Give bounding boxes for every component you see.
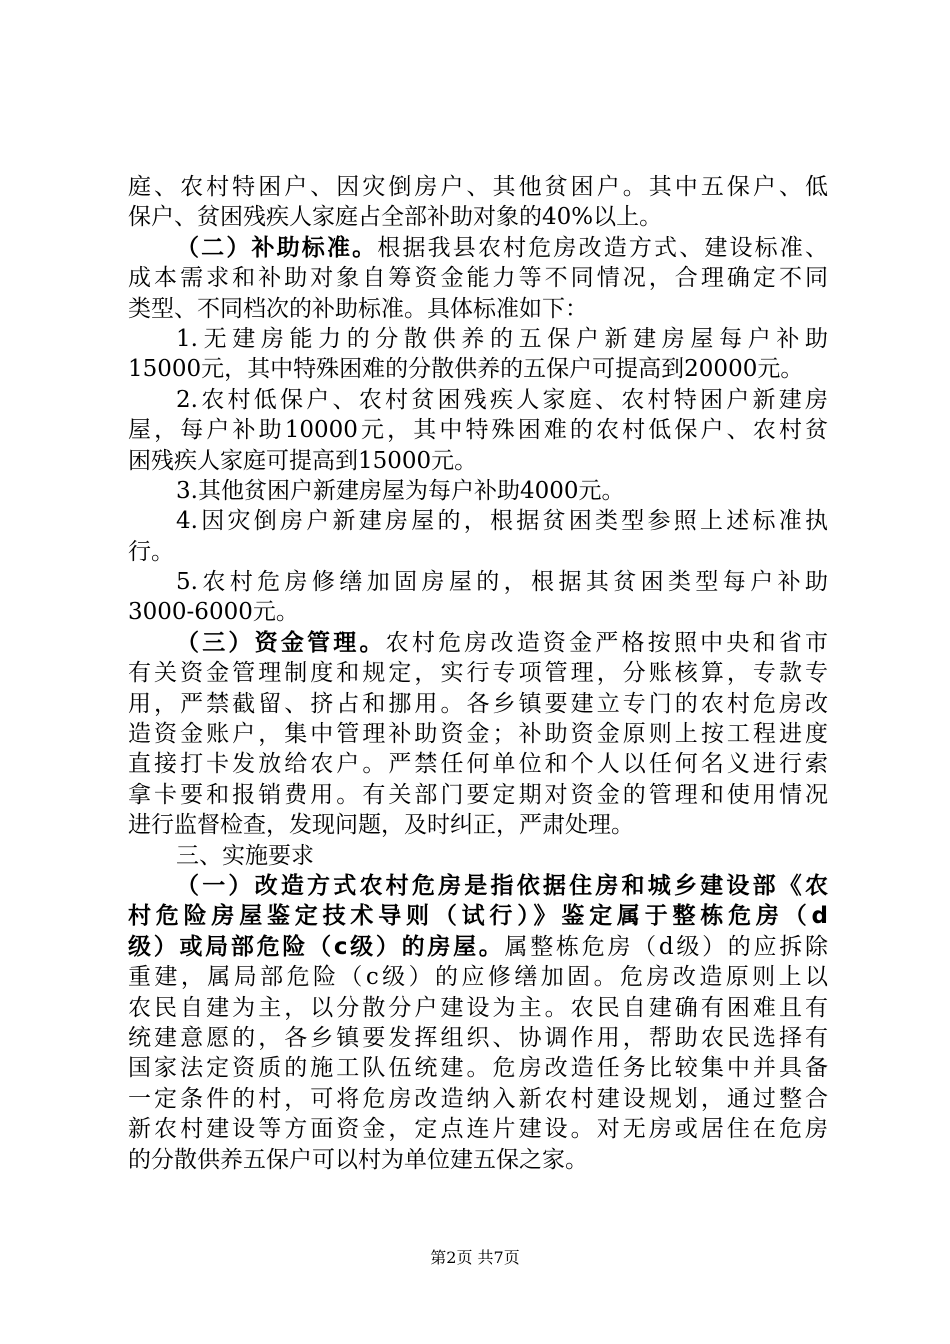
paragraph-bold-text: 级）或局部危险（c级）的房屋。	[128, 933, 505, 960]
list-item-line: 行。	[128, 538, 174, 565]
list-item-line: 屋，每户补助10000元，其中特殊困难的农村低保户、农村贫	[128, 417, 828, 444]
list-item-line: 困残疾人家庭可提高到15000元。	[128, 447, 478, 474]
paragraph-line: （一）改造方式农村危房是指依据住房和城乡建设部《农	[176, 872, 828, 899]
paragraph-line: 直接打卡发放给农户。严禁任何单位和个人以任何名义进行索	[128, 751, 828, 778]
list-item-line: 15000元，其中特殊困难的分散供养的五保户可提高到20000元。	[128, 356, 804, 383]
paragraph-line: 拿卡要和报销费用。有关部门要定期对资金的管理和使用情况	[128, 781, 828, 808]
paragraph-line: 保户、贫困残疾人家庭占全部补助对象的40%以上。	[128, 204, 663, 231]
paragraph-text: 属整栋危房（d级）的应拆除	[504, 933, 828, 960]
list-item-line: 4.因灾倒房户新建房屋的，根据贫困类型参照上述标准执	[176, 508, 828, 535]
list-item-line: 5.农村危房修缮加固房屋的，根据其贫困类型每户补助	[176, 569, 828, 596]
list-item-line: 3.其他贫困户新建房屋为每户补助4000元。	[176, 477, 625, 504]
paragraph-line	[128, 628, 828, 658]
paragraph-line: 农民自建为主，以分散分户建设为主。农民自建确有困难且有	[128, 994, 828, 1021]
list-item-line: 2.农村低保户、农村贫困残疾人家庭、农村特困户新建房	[176, 386, 828, 413]
paragraph-line: 村危险房屋鉴定技术导则（试行）》鉴定属于整栋危房（d	[128, 903, 828, 930]
document-body	[128, 172, 828, 1175]
paragraph-line: 庭、农村特困户、因灾倒房户、其他贫困户。其中五保户、低	[128, 174, 828, 200]
subsection-heading-subsidy-standard: （二）补助标准。	[176, 234, 378, 261]
paragraph-line: 用，严禁截留、挤占和挪用。各乡镇要建立专门的农村危房改	[128, 690, 828, 717]
list-item-line: 1.无建房能力的分散供养的五保户新建房屋每户补助	[176, 325, 828, 352]
paragraph-line: 类型、不同档次的补助标准。具体标准如下：	[128, 295, 588, 322]
paragraph-line: 的分散供养五保户可以村为单位建五保之家。	[128, 1146, 588, 1173]
paragraph-line: 统建意愿的，各乡镇要发挥组织、协调作用，帮助农民选择有	[128, 1024, 828, 1051]
paragraph-line: 进行监督检查，发现问题，及时纠正，严肃处理。	[128, 812, 634, 839]
paragraph-text: 农村危房改造资金严格按照中央和省市	[385, 629, 829, 656]
list-item-line: 3000-6000元。	[128, 599, 299, 626]
paragraph-line: 新农村建设等方面资金，定点连片建设。对无房或居住在危房	[128, 1116, 828, 1143]
paragraph-line	[128, 233, 828, 263]
paragraph-line	[128, 932, 828, 962]
paragraph-text: 根据我县农村危房改造方式、建设标准、	[377, 234, 829, 261]
paragraph-line: 有关资金管理制度和规定，实行专项管理，分账核算，专款专	[128, 660, 828, 687]
section-heading: 三、实施要求	[176, 842, 314, 869]
paragraph-line: 重建，属局部危险（c级）的应修缮加固。危房改造原则上以	[128, 964, 828, 991]
paragraph-line: 成本需求和补助对象自筹资金能力等不同情况，合理确定不同	[128, 265, 828, 292]
paragraph-line: 造资金账户，集中管理补助资金；补助资金原则上按工程进度	[128, 721, 828, 748]
paragraph-line: 一定条件的村，可将危房改造纳入新农村建设规划，通过整合	[128, 1085, 828, 1112]
paragraph-line: 国家法定资质的施工队伍统建。危房改造任务比较集中并具备	[128, 1055, 828, 1082]
subsection-heading-fund-management: （三）资金管理。	[176, 629, 386, 656]
page-number-footer: 第2页 共7页	[430, 1248, 520, 1267]
